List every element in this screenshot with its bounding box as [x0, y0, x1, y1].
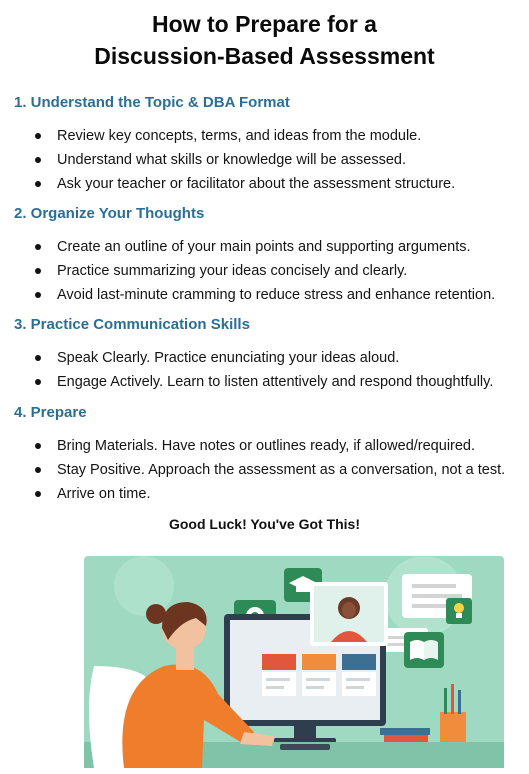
list-item — [0, 235, 529, 259]
section-4-list — [0, 434, 529, 506]
page-title — [0, 8, 529, 72]
list-item — [0, 172, 529, 196]
section-heading-4: 4. Prepare — [14, 404, 87, 421]
section-1-list — [0, 124, 529, 196]
list-item-text: Bring Materials. Have notes or outlines ready, if allowed/required. — [57, 438, 476, 454]
list-item — [0, 434, 529, 458]
list-item-text: Ask your teacher or facilitator about the assessment structure. — [57, 176, 456, 192]
section-heading-1: 1. Understand the Topic & DBA Format — [14, 94, 290, 111]
lightbulb-icon — [446, 598, 472, 624]
open-book-icon — [404, 632, 444, 668]
bullet-icon — [35, 157, 41, 163]
bullet-icon — [35, 355, 41, 361]
section-2-list — [0, 235, 529, 307]
list-item-text: Engage Actively. Learn to listen attentively and respond thoughtfully. — [57, 374, 494, 390]
bullet-icon — [35, 244, 41, 250]
list-item-text: Review key concepts, terms, and ideas from the module. — [57, 128, 422, 144]
title-line-2: Discussion-Based Assessment — [94, 43, 435, 69]
bullet-icon — [35, 467, 41, 473]
list-item-text: Arrive on time. — [57, 486, 151, 502]
bullet-icon — [35, 268, 41, 274]
list-item — [0, 148, 529, 172]
list-item — [0, 124, 529, 148]
bullet-icon — [35, 292, 41, 298]
section-heading-3: 3. Practice Communication Skills — [14, 316, 250, 333]
list-item — [0, 482, 529, 506]
title-line-1: How to Prepare for a — [152, 11, 377, 37]
bullet-icon — [35, 443, 41, 449]
list-item-text: Create an outline of your main points and supporting arguments. — [57, 239, 471, 255]
section-heading-2: 2. Organize Your Thoughts — [14, 205, 205, 222]
closing-message: Good Luck! You've Got This! — [168, 516, 361, 532]
bullet-icon — [35, 133, 41, 139]
list-item — [0, 259, 529, 283]
list-item-text: Speak Clearly. Practice enunciating your ideas aloud. — [57, 350, 400, 366]
section-3-list — [0, 346, 529, 394]
list-item — [0, 346, 529, 370]
video-call-illustration — [84, 556, 504, 768]
bullet-icon — [35, 379, 41, 385]
list-item — [0, 370, 529, 394]
list-item-text: Practice summarizing your ideas concisely and clearly. — [57, 263, 408, 279]
bullet-icon — [35, 181, 41, 187]
bullet-icon — [35, 491, 41, 497]
list-item — [0, 283, 529, 307]
list-item — [0, 458, 529, 482]
list-item-text: Understand what skills or knowledge will be assessed. — [57, 152, 406, 168]
book-stack — [380, 728, 430, 742]
list-item-text: Avoid last-minute cramming to reduce stress and enhance retention. — [57, 287, 496, 303]
list-item-text: Stay Positive. Approach the assessment as a conversation, not a test. — [57, 462, 506, 478]
